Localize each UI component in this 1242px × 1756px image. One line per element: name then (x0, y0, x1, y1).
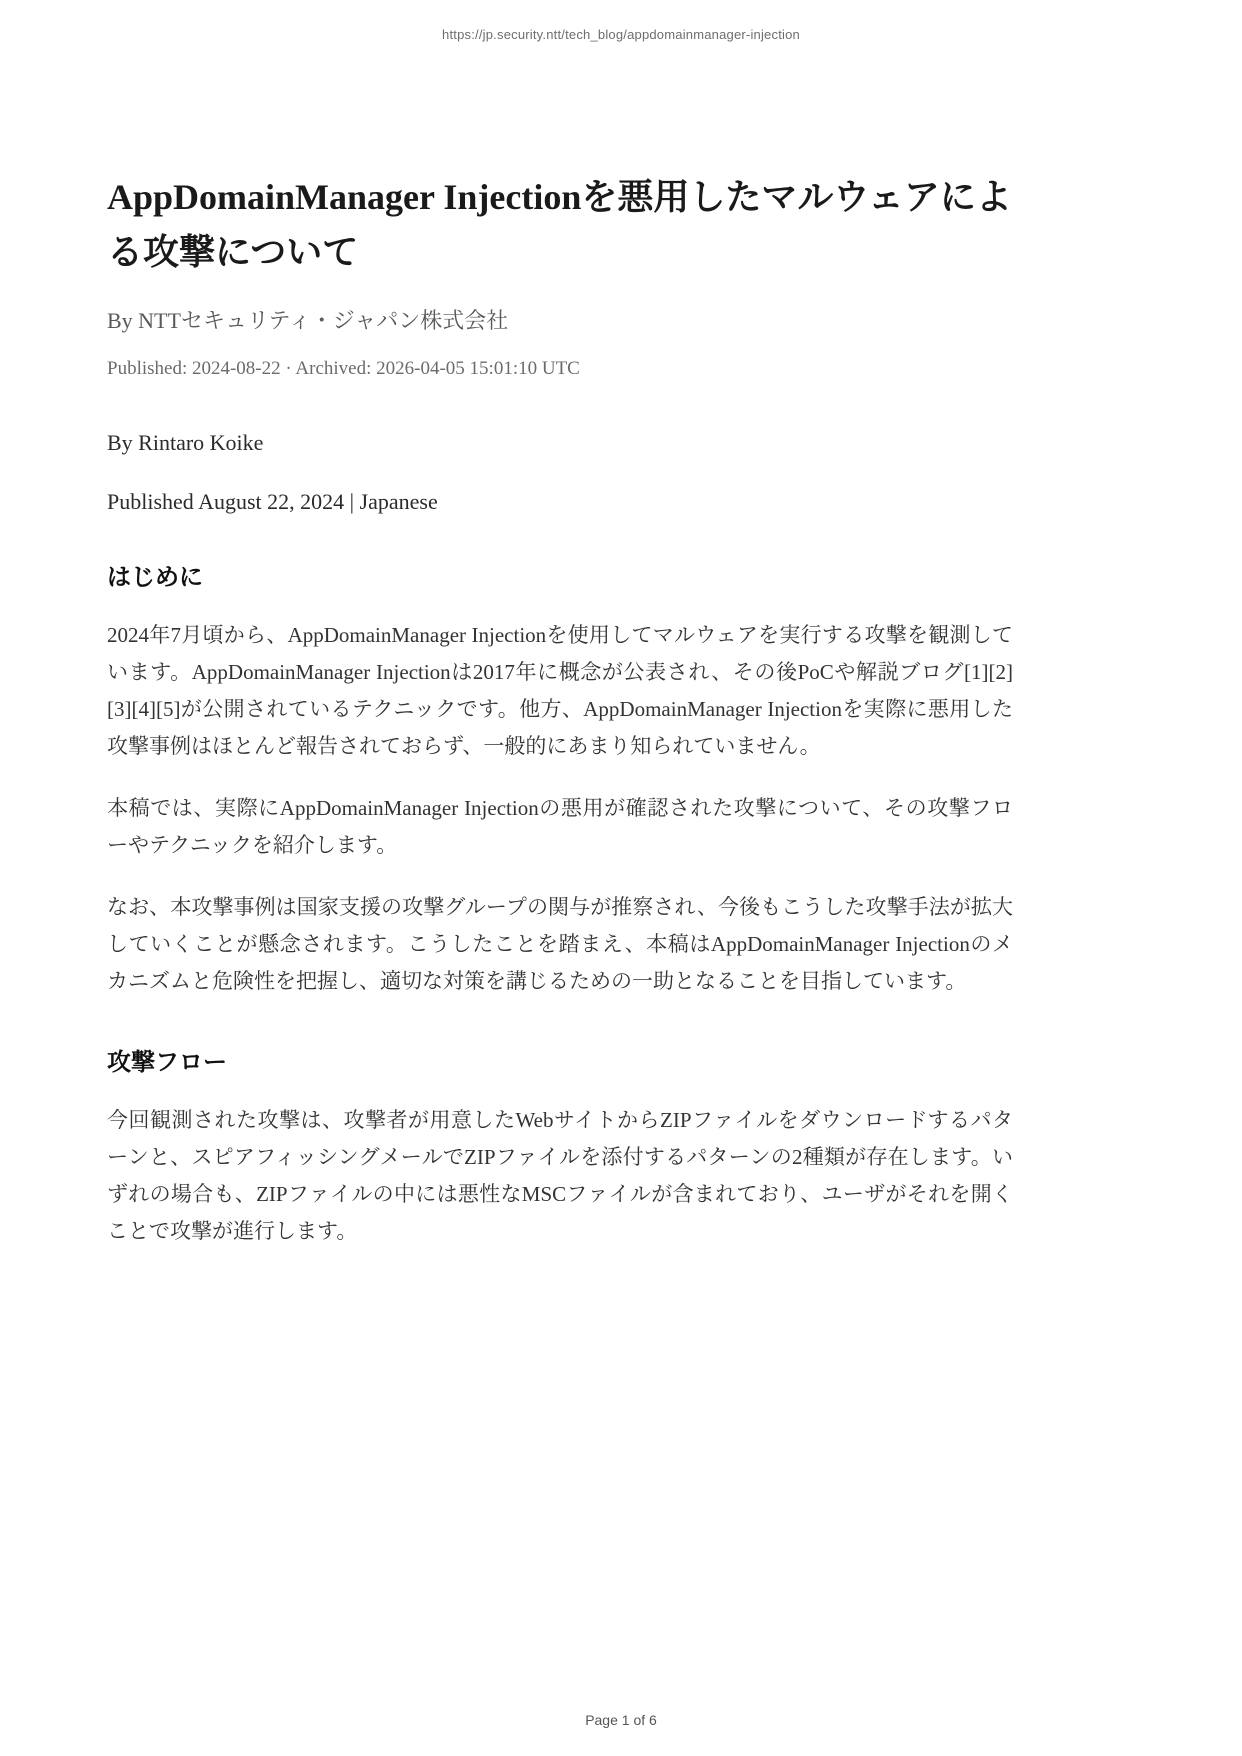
archive-metadata: Published: 2024-08-22 · Archived: 2026-04-05 15:01:10 UTC (107, 358, 580, 379)
source-url-header: https://jp.security.ntt/tech_blog/appdomainmanager-injection (442, 27, 800, 42)
published-date-line: Published August 22, 2024 | Japanese (107, 489, 438, 514)
page-number-footer: Page 1 of 6 (585, 1712, 657, 1728)
author-byline: By Rintaro Koike (107, 430, 264, 455)
page-title: AppDomainManager Injectionを悪用したマルウェアによる攻撃について (107, 177, 1012, 272)
paragraph: 今回観測された攻撃は、攻撃者が用意したWebサイトからZIPファイルをダウンロードするパターンと、スピアフィッシングメールでZIPファイルを添付するパターンの2種類が存在します。いずれの場合も、ZIPファイルの中には悪性なMSCファイルが含まれており、ユーザがそれを開くことで攻撃が進行します。 (107, 1108, 1013, 1243)
section-heading-introduction: はじめに (107, 564, 203, 591)
section-heading-attack-flow: 攻撃フロー (107, 1049, 227, 1076)
section-attack-flow (107, 1042, 1013, 1250)
paragraph: 本稿では、実際にAppDomainManager Injectionの悪用が確認された攻撃について、その攻撃フローやテクニックを紹介します。 (107, 796, 1013, 857)
section-introduction (107, 557, 1013, 1000)
paragraph: なお、本攻撃事例は国家支援の攻撃グループの関与が推察され、今後もこうした攻撃手法が拡大していくことが懸念されます。こうしたことを踏まえ、本稿はAppDomainManager Injectionのメカニズムと危険性を把握し、適切な対策を講じるための一助となることを目指しています。 (107, 895, 1013, 993)
article-content (107, 170, 1013, 1250)
organization-byline: By NTTセキュリティ・ジャパン株式会社 (107, 308, 509, 333)
paragraph: 2024年7月頃から、AppDomainManager Injectionを使用してマルウェアを実行する攻撃を観測しています。AppDomainManager Injectionは2017年に概念が公表され、その後PoCや解説ブログ[1][2][3][4][5]が公開されているテクニックです。他方、AppDomainManager Injectionを実際に悪用した攻撃事例はほとんど報告されておらず、一般的にあまり知られていません。 (107, 623, 1013, 758)
